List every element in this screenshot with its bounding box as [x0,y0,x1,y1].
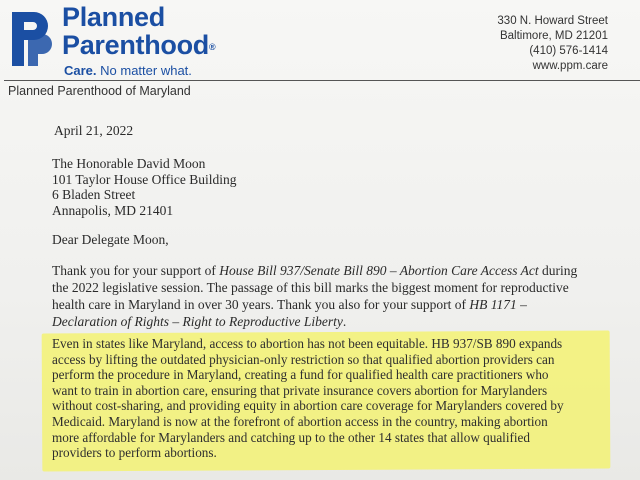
logo-name-line1: Planned [62,2,165,32]
p2-line: more affordable for Marylanders and catching up to the other 14 states that allow qualified [52,429,531,445]
p2-line: Even in states like Maryland, access to abortion has not been equitable. HB 937/SB 890 expands [52,336,563,351]
registered-mark: ® [209,42,216,52]
letterhead-divider [4,80,640,81]
salutation: Dear Delegate Moon, [52,232,169,247]
tagline-rest: No matter what. [96,63,192,78]
recipient-street: 6 Bladen Street [52,187,136,202]
recipient-building: 101 Taylor House Office Building [52,171,237,187]
p2-line: providers to perform abortions. [52,445,217,461]
letter-date: April 21, 2022 [54,123,134,138]
p1-text: . [342,314,347,329]
p2-line: access by lifting the outdated physician-only restriction so that qualified abortion providers can [52,351,555,367]
sender-address [497,14,608,74]
p2-line: Medicaid. Maryland is now at the forefront of abortion access in the country, making abortion [52,413,548,429]
logo-name-line2: Parenthood [62,30,210,60]
bill-subtitle: Declaration of Rights – Right to Reproductive Liberty [52,314,343,329]
p1-text: health care in Maryland in over 30 years. Thank you also for your support of [52,297,470,312]
recipient-address [52,156,237,218]
p2-line: without cost-sharing, and providing equity in abortion care coverage for Marylanders covered by [52,398,564,414]
tagline-bold: Care. [64,63,97,78]
address-street: 330 N. Howard Street [497,15,608,27]
logo-tagline [64,63,192,78]
address-phone: (410) 576-1414 [529,45,608,57]
p1-line-3 [52,296,612,313]
pp-logo-mark-icon [8,8,52,70]
organization-name: Planned Parenthood of Maryland [8,84,191,98]
p1-line-2: the 2022 legislative session. The passage of this bill marks the biggest moment for reproductive [52,280,569,295]
logo-wordmark [62,4,215,59]
recipient-city: Annapolis, MD 21401 [52,202,174,218]
paragraph-thanks [52,262,612,330]
p1-line-4 [52,313,612,330]
address-city: Baltimore, MD 21201 [499,30,608,42]
bill-title: House Bill 937/Senate Bill 890 – Abortion Care Access Act [219,263,539,278]
p1-line-1 [52,262,612,279]
p2-line: want to train in abortion care, ensuring that private insurance covers abortion for Marylanders [52,382,548,398]
paragraph-equity [52,336,608,461]
p1-text: during [538,263,578,278]
recipient-name: The Honorable David Moon [52,156,206,171]
address-website: www.ppm.care [532,60,608,72]
p1-text: Thank you for your support of [52,263,220,278]
bill-number: HB 1171 – [469,297,527,312]
p2-line: perform the procedure in Maryland, creating a fund for qualified health care practitioners who [52,367,549,383]
